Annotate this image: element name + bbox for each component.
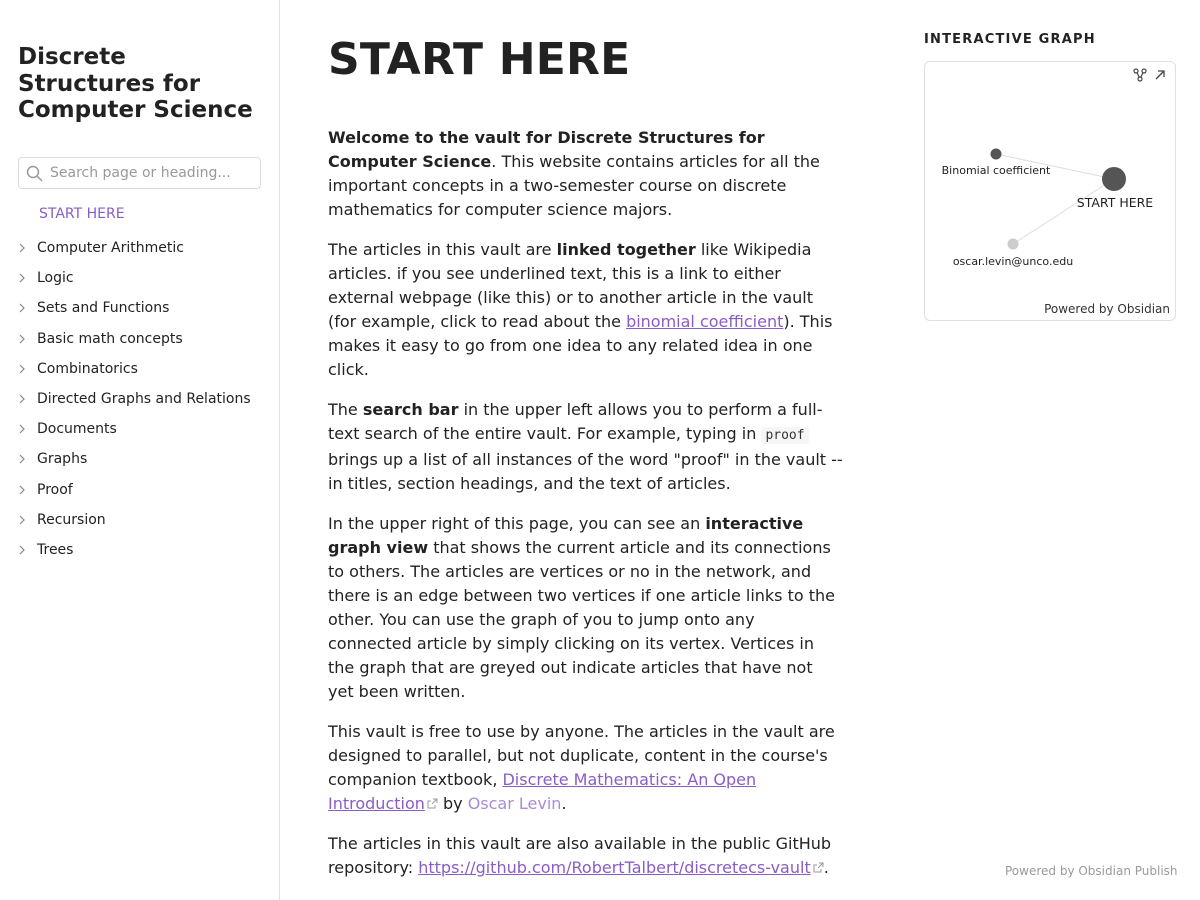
nav-item-label: Computer Arithmetic: [37, 240, 184, 257]
paragraph-graph: [328, 512, 843, 704]
text: . This website contains articles for all the important concepts in a two-semester course on discrete mathematics for computer science majors.: [328, 152, 820, 219]
search-icon: [26, 165, 43, 182]
nav-item-label: Documents: [37, 421, 117, 438]
chevron-right-icon: [18, 363, 37, 375]
nav-item-combinatorics[interactable]: [18, 354, 273, 384]
nav-item-label: Basic math concepts: [37, 330, 183, 347]
chevron-right-icon: [18, 393, 37, 405]
graph-heading: INTERACTIVE GRAPH: [924, 32, 1096, 47]
bold-text: Welcome to the vault for Discrete Structures for Computer Science: [328, 128, 765, 171]
text: .: [561, 794, 567, 813]
chevron-right-icon: [18, 453, 37, 465]
powered-by-obsidian-publish[interactable]: Powered by Obsidian Publish: [1005, 864, 1178, 878]
nav-item-label: Logic: [37, 270, 74, 287]
text: In the upper right of this page, you can see an: [328, 514, 706, 533]
chevron-right-icon: [18, 272, 37, 284]
graph-view-icon[interactable]: [1133, 68, 1147, 82]
paragraph-search: [328, 398, 843, 496]
graph-node-start-here[interactable]: [1102, 167, 1126, 191]
bold-text: interactive graph view: [328, 514, 804, 557]
nav-item-label: Combinatorics: [37, 360, 138, 377]
nav-item-start-here[interactable]: START HERE: [39, 206, 125, 222]
nav-item-label: Sets and Functions: [37, 300, 170, 317]
chevron-right-icon: [18, 302, 37, 314]
text: that shows the current article and its connections to others. The articles are vertices or no in the network, and there is an edge between two vertices if one article links to the other. You can use the graph of you to jump onto any connected article by simply clicking on its vertex. Vertices in the graph that are greyed out indicate articles that have not yet been written.: [328, 538, 835, 701]
article-body: [328, 126, 843, 896]
text: The articles in this vault are also available in the public GitHub repository:: [328, 834, 832, 877]
graph-canvas[interactable]: [925, 62, 1177, 322]
nav-item-trees[interactable]: [18, 535, 273, 565]
site-title[interactable]: Discrete Structures for Computer Science: [18, 44, 253, 123]
page-title: START HERE: [328, 34, 631, 85]
nav-item-directed-graphs[interactable]: [18, 384, 273, 414]
external-link-icon: [426, 798, 438, 810]
graph-node-binomial-coefficient[interactable]: [991, 149, 1002, 160]
nav-item-label: Trees: [37, 541, 74, 558]
link-github-repo[interactable]: https://github.com/RobertTalbert/discretecs-vault: [418, 858, 811, 877]
chevron-right-icon: [18, 423, 37, 435]
link-oscar-levin[interactable]: Oscar Levin: [467, 794, 562, 813]
text: This vault is free to use by anyone. The articles in the vault are designed to parallel, but not duplicate, content in the course's companion textbook,: [328, 722, 835, 789]
nav-item-proof[interactable]: [18, 475, 273, 505]
nav-item-label: Proof: [37, 481, 73, 498]
nav-item-graphs[interactable]: [18, 444, 273, 474]
graph-powered-by: Powered by Obsidian: [1044, 302, 1170, 316]
search-input[interactable]: [50, 165, 250, 181]
nav-item-basic-math-concepts[interactable]: [18, 324, 273, 354]
text: brings up a list of all instances of the word "proof" in the vault -- in titles, section headings, and the text of articles.: [328, 450, 843, 493]
bold-text: linked together: [556, 240, 696, 259]
text: The: [328, 400, 363, 419]
nav-item-label: Graphs: [37, 451, 88, 468]
graph-node-oscar-levin[interactable]: [1008, 239, 1019, 250]
graph-label: Binomial coefficient: [941, 164, 1051, 177]
nav-item-sets-and-functions[interactable]: [18, 293, 273, 323]
graph-label: START HERE: [1076, 195, 1154, 210]
sidebar: [0, 0, 280, 900]
graph-label: oscar.levin@unco.edu: [952, 255, 1074, 268]
nav-list: [18, 233, 273, 565]
paragraph-welcome: [328, 126, 843, 222]
text: like Wikipedia articles. if you see underlined text, this is a link to either external webpage (like this) or to another article in the vault (for example, click to read about the: [328, 240, 814, 331]
text: The articles in this vault are: [328, 240, 557, 259]
chevron-right-icon: [18, 514, 37, 526]
chevron-right-icon: [18, 544, 37, 556]
chevron-right-icon: [18, 242, 37, 254]
bold-text: search bar: [362, 400, 459, 419]
external-link-icon: [812, 862, 824, 874]
text: ). This makes it easy to go from one idea to any related idea in one click.: [328, 312, 833, 379]
nav-item-label: Recursion: [37, 511, 106, 528]
nav-item-documents[interactable]: [18, 414, 273, 444]
inline-code: proof: [761, 427, 808, 444]
paragraph-linked: [328, 238, 843, 382]
nav-item-label: Directed Graphs and Relations: [37, 391, 251, 408]
nav-item-computer-arithmetic[interactable]: [18, 233, 273, 263]
link-textbook[interactable]: Discrete Mathematics: An Open Introduction: [328, 770, 757, 813]
expand-arrow-icon[interactable]: [1153, 68, 1167, 82]
nav-item-recursion[interactable]: [18, 505, 273, 535]
text: in the upper left allows you to perform a full-text search of the entire vault. For example, typing in: [328, 400, 823, 443]
interactive-graph[interactable]: [924, 61, 1176, 321]
text: .: [823, 858, 829, 877]
paragraph-github: [328, 832, 843, 880]
graph-toolbar: [1133, 68, 1167, 82]
search-box[interactable]: [18, 157, 261, 189]
chevron-right-icon: [18, 333, 37, 345]
paragraph-free: [328, 720, 843, 816]
text: by: [437, 794, 468, 813]
link-binomial-coefficient[interactable]: binomial coefficient: [626, 312, 784, 331]
chevron-right-icon: [18, 484, 37, 496]
nav-item-logic[interactable]: [18, 263, 273, 293]
